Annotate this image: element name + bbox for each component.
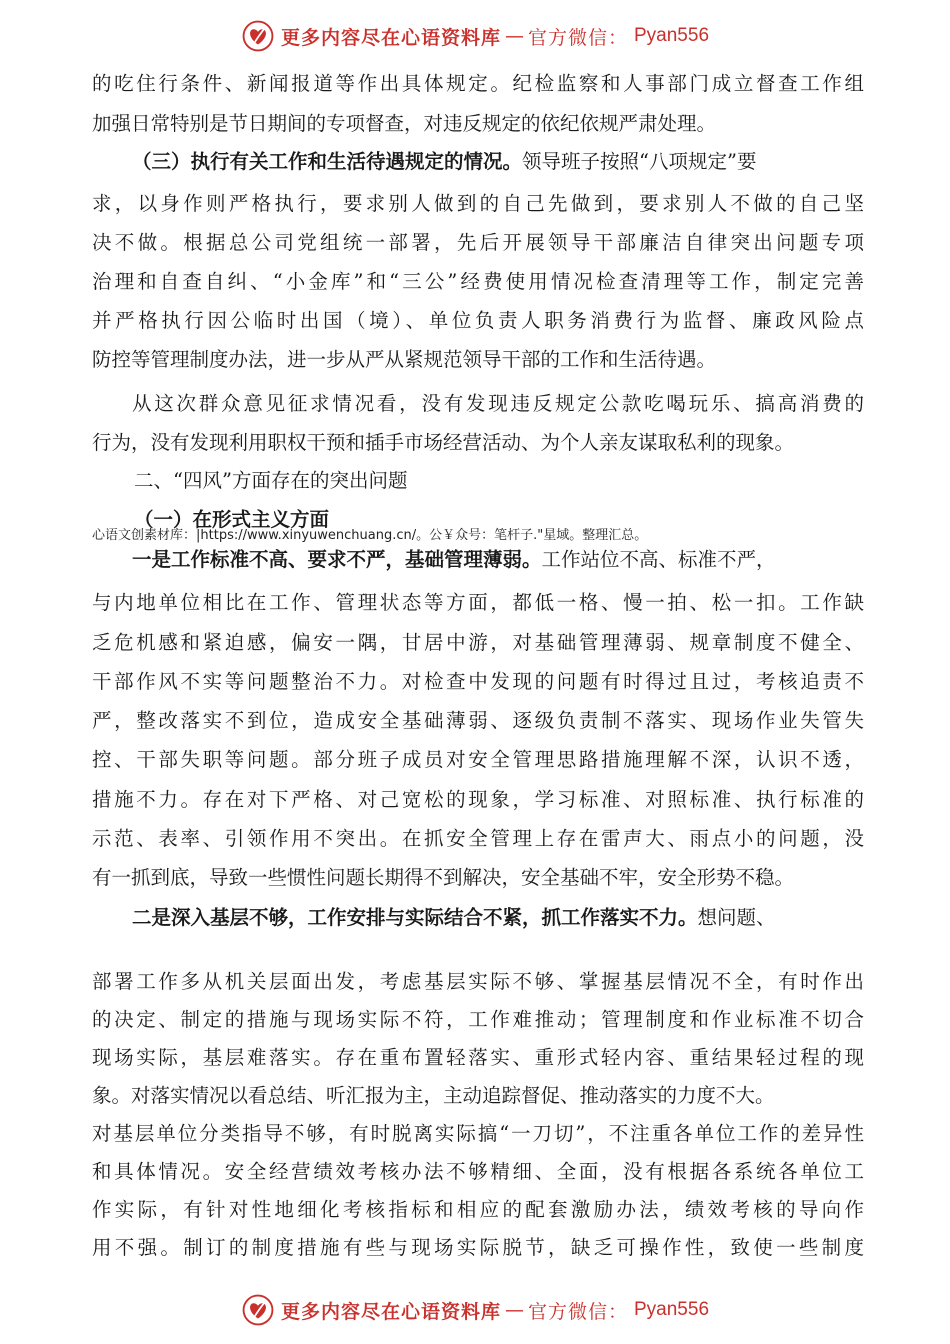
text-line: 部署工作多从机关层面出发，考虑基层实际不够、掌握基层情况不全，有时作出	[92, 970, 864, 993]
banner-dash: —	[504, 25, 524, 47]
section-heading: 二、“四风”方面存在的突出问题	[134, 469, 408, 492]
text-line: 象。对落实情况以看总结、听汇报为主，主动追踪督促、推动落实的力度不大。	[92, 1084, 775, 1107]
text-line	[132, 902, 864, 930]
banner-wechat-id: Pyan556	[634, 25, 710, 46]
banner-dash: —	[504, 1299, 524, 1321]
text-line: 从这次群众意见征求情况看，没有发现违反规定公款吃喝玩乐、搞高消费的	[132, 392, 864, 415]
banner-main-text: 更多内容尽在心语资料库	[280, 1300, 501, 1323]
text-line: 对基层单位分类指导不够，有时脱离实际搞“一刀切”，不注重各单位工作的差异性	[92, 1122, 864, 1145]
text-line: 与内地单位相比在工作、管理状态等方面，都低一格、慢一拍、松一扣。工作缺	[92, 591, 864, 614]
subsection-heading: （一）在形式主义方面	[134, 508, 330, 531]
text-line	[132, 544, 864, 572]
text-line: 现场实际，基层难落实。存在重布置轻落实、重形式轻内容、重结果轻过程的现	[92, 1046, 864, 1069]
text-line: 控、干部失职等问题。部分班子成员对安全管理思路措施理解不深，认识不透，	[92, 748, 864, 771]
text-span: 领导班子按照“八项规定”要	[522, 150, 757, 173]
footer-banner	[0, 1290, 950, 1330]
text-span: 工作站位不高、标准不严，	[541, 548, 776, 571]
text-line: 加强日常特别是节日期间的专项督查，对违反规定的依纪依规严肃处理。	[92, 112, 717, 135]
text-line: 求，以身作则严格执行，要求别人做到的自己先做到，要求别人不做的自己坚	[92, 192, 864, 215]
banner-wechat-label: 官方微信：	[527, 26, 628, 49]
text-line: 作实际，有针对性地细化考核指标和相应的配套激励办法，绩效考核的导向作	[92, 1198, 864, 1221]
text-line: 的决定、制定的措施与现场实际不符，工作难推动；管理制度和作业标准不切合	[92, 1008, 864, 1031]
text-line: 措施不力。存在对下严格、对己宽松的现象，学习标准、对照标准、执行标准的	[92, 788, 864, 811]
header-banner	[0, 16, 950, 56]
bold-lead: 二是深入基层不够，工作安排与实际结合不紧，抓工作落实不力。	[132, 906, 698, 929]
text-span: 想问题、	[697, 906, 776, 929]
heart-logo-icon	[241, 19, 275, 53]
text-line: 严，整改落实不到位，造成安全基础薄弱、逐级负责制不落实、现场作业失管失	[92, 709, 864, 732]
banner-main-text: 更多内容尽在心语资料库	[280, 26, 501, 49]
text-line: 的吃住行条件、新闻报道等作出具体规定。纪检监察和人事部门成立督查工作组	[92, 72, 864, 95]
bold-lead: 一是工作标准不高、要求不严，基础管理薄弱。	[132, 548, 542, 571]
text-line: 治理和自查自纠、“小金库”和“三公”经费使用情况检查清理等工作，制定完善	[92, 270, 864, 293]
text-line: 并严格执行因公临时出国（境）、单位负责人职务消费行为监督、廉政风险点	[92, 309, 864, 332]
source-note: 心语文创素材库：|https://www.xinyuwenchuang.cn/。公￥众号：笔杆子."星域。整理汇总。	[92, 528, 648, 543]
text-line: 行为，没有发现利用职权干预和插手市场经营活动、为个人亲友谋取私利的现象。	[92, 431, 795, 454]
bold-lead: （三）执行有关工作和生活待遇规定的情况。	[132, 150, 523, 173]
text-line: 示范、表率、引领作用不突出。在抓安全管理上存在雷声大、雨点小的问题，没	[92, 827, 864, 850]
text-line: 用不强。制订的制度措施有些与现场实际脱节，缺乏可操作性，致使一些制度	[92, 1236, 864, 1259]
text-line: 干部作风不实等问题整治不力。对检查中发现的问题有时得过且过，考核追责不	[92, 670, 864, 693]
text-line: 决不做。根据总公司党组统一部署，先后开展领导干部廉洁自律突出问题专项	[92, 231, 864, 254]
text-line: 和具体情况。安全经营绩效考核办法不够精细、全面，没有根据各系统各单位工	[92, 1160, 864, 1183]
heart-logo-icon	[241, 1293, 275, 1327]
text-line: 防控等管理制度办法，进一步从严从紧规范领导干部的工作和生活待遇。	[92, 348, 717, 371]
banner-wechat-id: Pyan556	[634, 1299, 710, 1320]
text-line: 乏危机感和紧迫感，偏安一隅，甘居中游，对基础管理薄弱、规章制度不健全、	[92, 631, 864, 654]
text-line	[132, 146, 864, 174]
text-line: 有一抓到底，导致一些惯性问题长期得不到解决，安全基础不牢，安全形势不稳。	[92, 866, 795, 889]
banner-wechat-label: 官方微信：	[527, 1300, 628, 1323]
